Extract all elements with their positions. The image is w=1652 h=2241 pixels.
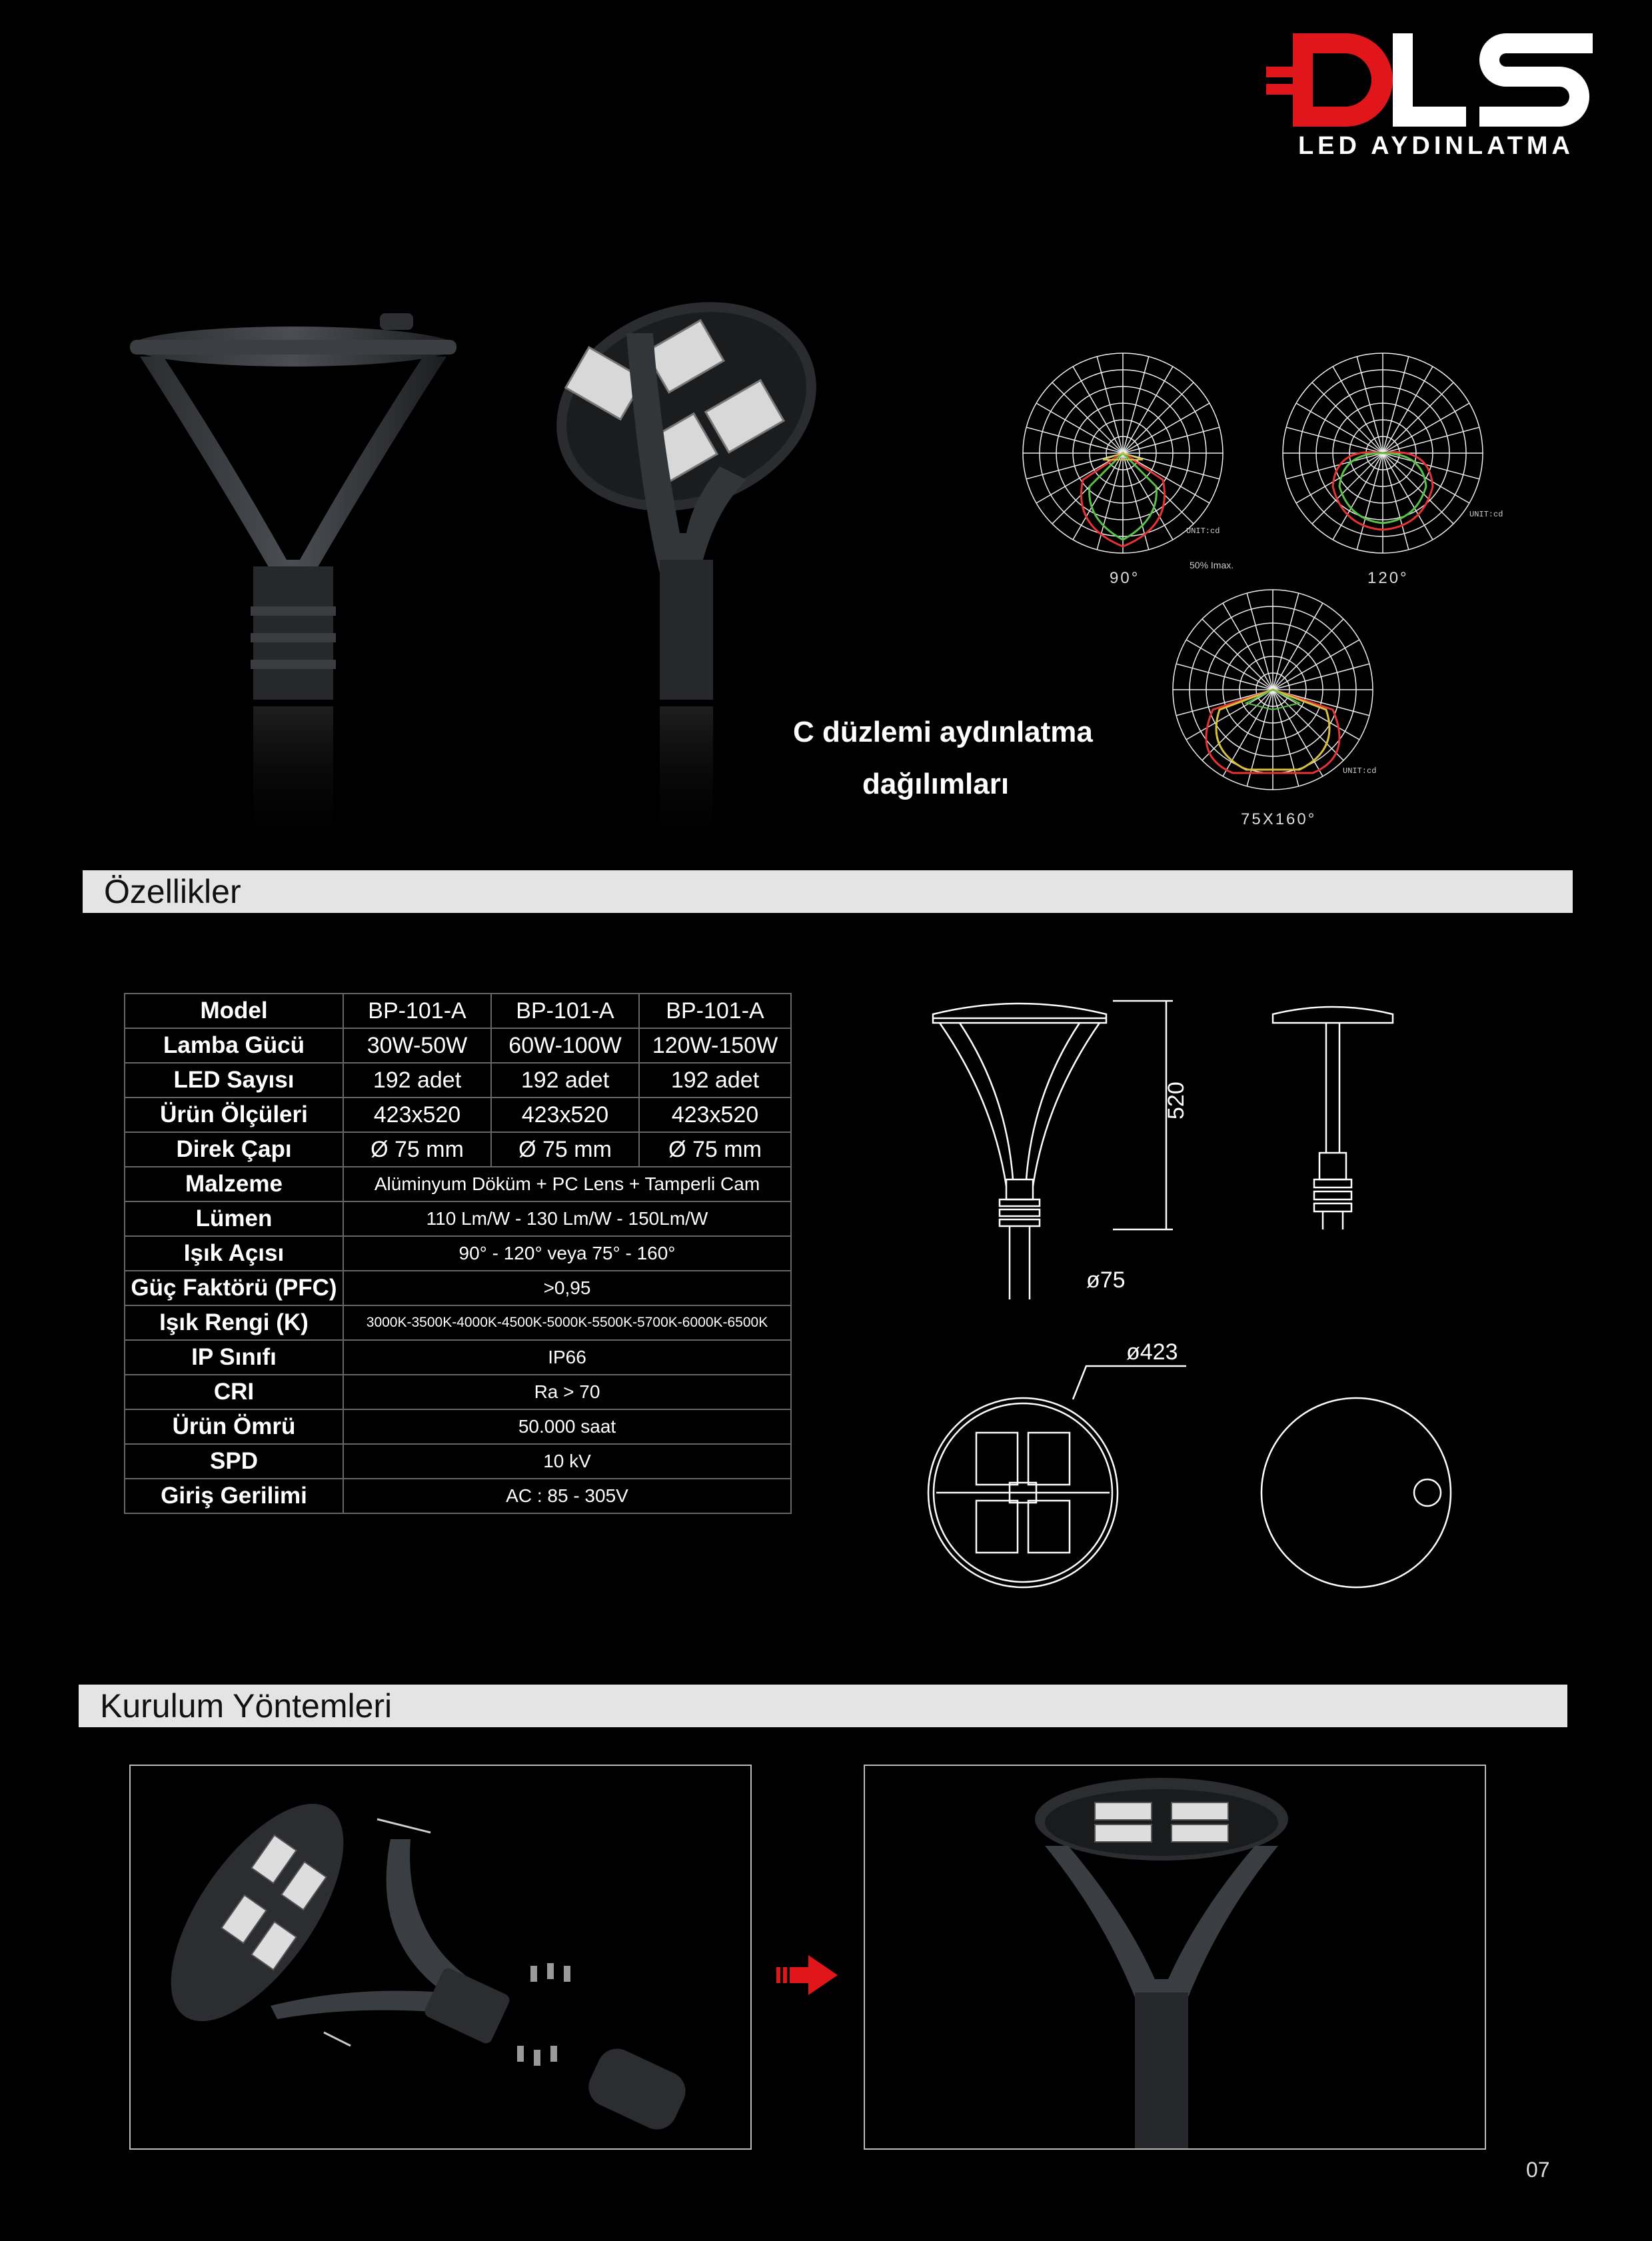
dim-height-label: 520 bbox=[1164, 1082, 1189, 1120]
spec-value: 120W-150W bbox=[639, 1028, 791, 1063]
spec-label: Direk Çapı bbox=[125, 1132, 343, 1167]
spec-label: Lamba Gücü bbox=[125, 1028, 343, 1063]
spec-table bbox=[124, 993, 792, 1514]
page-number: 07 bbox=[1526, 2158, 1550, 2182]
polar-caption-90: 90° bbox=[1110, 569, 1140, 587]
spec-value: AC : 85 - 305V bbox=[343, 1479, 791, 1513]
spec-value: Ra > 70 bbox=[343, 1375, 791, 1409]
polar-chart-90 bbox=[1003, 333, 1243, 573]
spec-row bbox=[125, 1063, 791, 1098]
spec-row bbox=[125, 1098, 791, 1132]
spec-value: 110 Lm/W - 130 Lm/W - 150Lm/W bbox=[343, 1201, 791, 1236]
spec-value: 3000K-3500K-4000K-4500K-5000K-5500K-5700K-6000K-6500K bbox=[343, 1305, 791, 1340]
spec-value: Alüminyum Döküm + PC Lens + Tamperli Cam bbox=[343, 1167, 791, 1201]
spec-label: Giriş Gerilimi bbox=[125, 1479, 343, 1513]
polar-unit-3: UNIT:cd bbox=[1343, 766, 1377, 776]
spec-value: 423x520 bbox=[639, 1098, 791, 1132]
spec-row bbox=[125, 1409, 791, 1444]
spec-row bbox=[125, 1305, 791, 1340]
spec-label: Ürün Ömrü bbox=[125, 1409, 343, 1444]
spec-label: LED Sayısı bbox=[125, 1063, 343, 1098]
c-plane-title bbox=[793, 706, 1153, 810]
spec-value: 192 adet bbox=[343, 1063, 491, 1098]
dim-pole-label: ø75 bbox=[1086, 1267, 1126, 1293]
spec-value: >0,95 bbox=[343, 1271, 791, 1305]
c-plane-title-line2: dağılımları bbox=[862, 768, 1010, 800]
brand-logo bbox=[1266, 27, 1599, 167]
spec-label: Güç Faktörü (PFC) bbox=[125, 1271, 343, 1305]
spec-value: 192 adet bbox=[491, 1063, 639, 1098]
spec-label: Malzeme bbox=[125, 1167, 343, 1201]
polar-chart-120 bbox=[1263, 333, 1503, 573]
dim-head-label: ø423 bbox=[1126, 1339, 1178, 1365]
spec-value: BP-101-A bbox=[639, 994, 791, 1028]
install-step-2-image bbox=[864, 1765, 1486, 2150]
spec-value: IP66 bbox=[343, 1340, 791, 1375]
spec-value: 10 kV bbox=[343, 1444, 791, 1479]
spec-row bbox=[125, 1028, 791, 1063]
spec-value: 192 adet bbox=[639, 1063, 791, 1098]
spec-row bbox=[125, 1479, 791, 1513]
c-plane-title-line1: C düzlemi aydınlatma bbox=[793, 716, 1093, 748]
spec-value: Ø 75 mm bbox=[343, 1132, 491, 1167]
spec-label: SPD bbox=[125, 1444, 343, 1479]
spec-value: Ø 75 mm bbox=[491, 1132, 639, 1167]
spec-label: Lümen bbox=[125, 1201, 343, 1236]
arrow-right-icon bbox=[776, 1955, 838, 1995]
spec-value: 423x520 bbox=[491, 1098, 639, 1132]
spec-label: Işık Açısı bbox=[125, 1236, 343, 1271]
spec-row bbox=[125, 1340, 791, 1375]
exploded-assembly-illustration bbox=[131, 1766, 750, 2148]
spec-label: CRI bbox=[125, 1375, 343, 1409]
spec-value: BP-101-A bbox=[491, 994, 639, 1028]
spec-row bbox=[125, 1167, 791, 1201]
spec-value: 90° - 120° veya 75° - 160° bbox=[343, 1236, 791, 1271]
spec-value: 30W-50W bbox=[343, 1028, 491, 1063]
spec-value: Ø 75 mm bbox=[639, 1132, 791, 1167]
spec-label: Ürün Ölçüleri bbox=[125, 1098, 343, 1132]
technical-drawings bbox=[920, 980, 1519, 1593]
spec-value: 50.000 saat bbox=[343, 1409, 791, 1444]
spec-row bbox=[125, 1444, 791, 1479]
polar-caption-120: 120° bbox=[1367, 569, 1409, 587]
brand-tagline: LED AYDINLATMA bbox=[1297, 132, 1575, 160]
spec-row bbox=[125, 1236, 791, 1271]
spec-row bbox=[125, 994, 791, 1028]
section-installation-header: Kurulum Yöntemleri bbox=[79, 1685, 1567, 1727]
polar-unit-1: UNIT:cd bbox=[1186, 526, 1220, 536]
assembled-fixture-illustration bbox=[865, 1766, 1485, 2148]
spec-row bbox=[125, 1375, 791, 1409]
spec-label: Işık Rengi (K) bbox=[125, 1305, 343, 1340]
spec-row bbox=[125, 1201, 791, 1236]
spec-row bbox=[125, 1271, 791, 1305]
spec-value: BP-101-A bbox=[343, 994, 491, 1028]
install-step-1-image bbox=[129, 1765, 752, 2150]
dls-logo-icon bbox=[1266, 27, 1599, 133]
polar-note: 50% Imax. bbox=[1190, 560, 1234, 570]
spec-value: 60W-100W bbox=[491, 1028, 639, 1063]
spec-label: Model bbox=[125, 994, 343, 1028]
polar-unit-2: UNIT:cd bbox=[1469, 510, 1503, 519]
spec-value: 423x520 bbox=[343, 1098, 491, 1132]
spec-row bbox=[125, 1132, 791, 1167]
section-features-header: Özellikler bbox=[83, 870, 1573, 913]
spec-label: IP Sınıfı bbox=[125, 1340, 343, 1375]
polar-caption-75x160: 75X160° bbox=[1241, 810, 1317, 828]
product-front-photo bbox=[120, 293, 466, 873]
